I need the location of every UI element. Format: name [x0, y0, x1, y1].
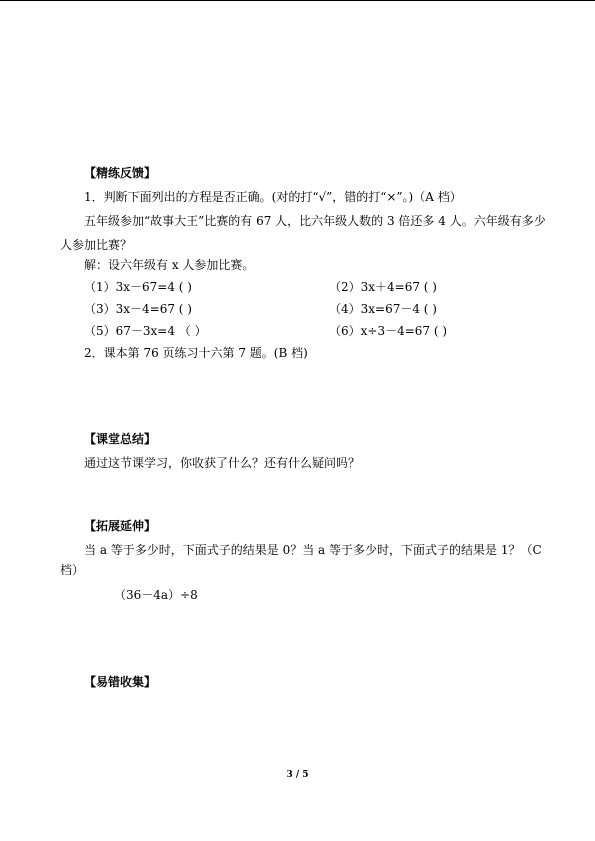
option-3: （3）3x－4=67 ( ) [84, 302, 192, 316]
solution-setup: 解：设六年级有 x 人参加比赛。 [84, 258, 255, 272]
option-2: （2）3x＋4=67 ( ) [329, 280, 437, 294]
question-1: 1．判断下面列出的方程是否正确。(对的打“√”，错的打“×”。)（A 档） [84, 190, 462, 204]
option-1: （1）3x－67=4 ( ) [84, 280, 192, 294]
extension-text-line-2: 档） [60, 563, 85, 577]
error-collection-heading: 【易错收集】 [84, 675, 157, 689]
extension-text-line-1: 当 a 等于多少时，下面式子的结果是 0？当 a 等于多少时，下面式子的结果是 1？（C [84, 543, 542, 557]
feedback-heading: 【精练反馈】 [84, 166, 157, 180]
option-5: （5）67－3x=4 （ ） [84, 324, 207, 338]
summary-heading: 【课堂总结】 [84, 432, 157, 446]
page-top-border [0, 0, 595, 1]
extension-heading: 【拓展延伸】 [84, 519, 157, 533]
page-number: 3 / 5 [286, 770, 309, 780]
question-2: 2．课本第 76 页练习十六第 7 题。(B 档) [84, 346, 308, 360]
problem-text-line-1: 五年级参加“故事大王”比赛的有 67 人，比六年级人数的 3 倍还多 4 人。六年级有多少 [84, 214, 546, 228]
problem-text-line-2: 人参加比赛？ [60, 238, 133, 252]
extension-expression: （36－4a）÷8 [114, 588, 198, 602]
option-6: （6）x÷3－4=67 ( ) [329, 324, 448, 338]
summary-text: 通过这节课学习，你收获了什么？还有什么疑问吗？ [84, 456, 361, 470]
option-4: （4）3x=67－4 ( ) [329, 302, 437, 316]
